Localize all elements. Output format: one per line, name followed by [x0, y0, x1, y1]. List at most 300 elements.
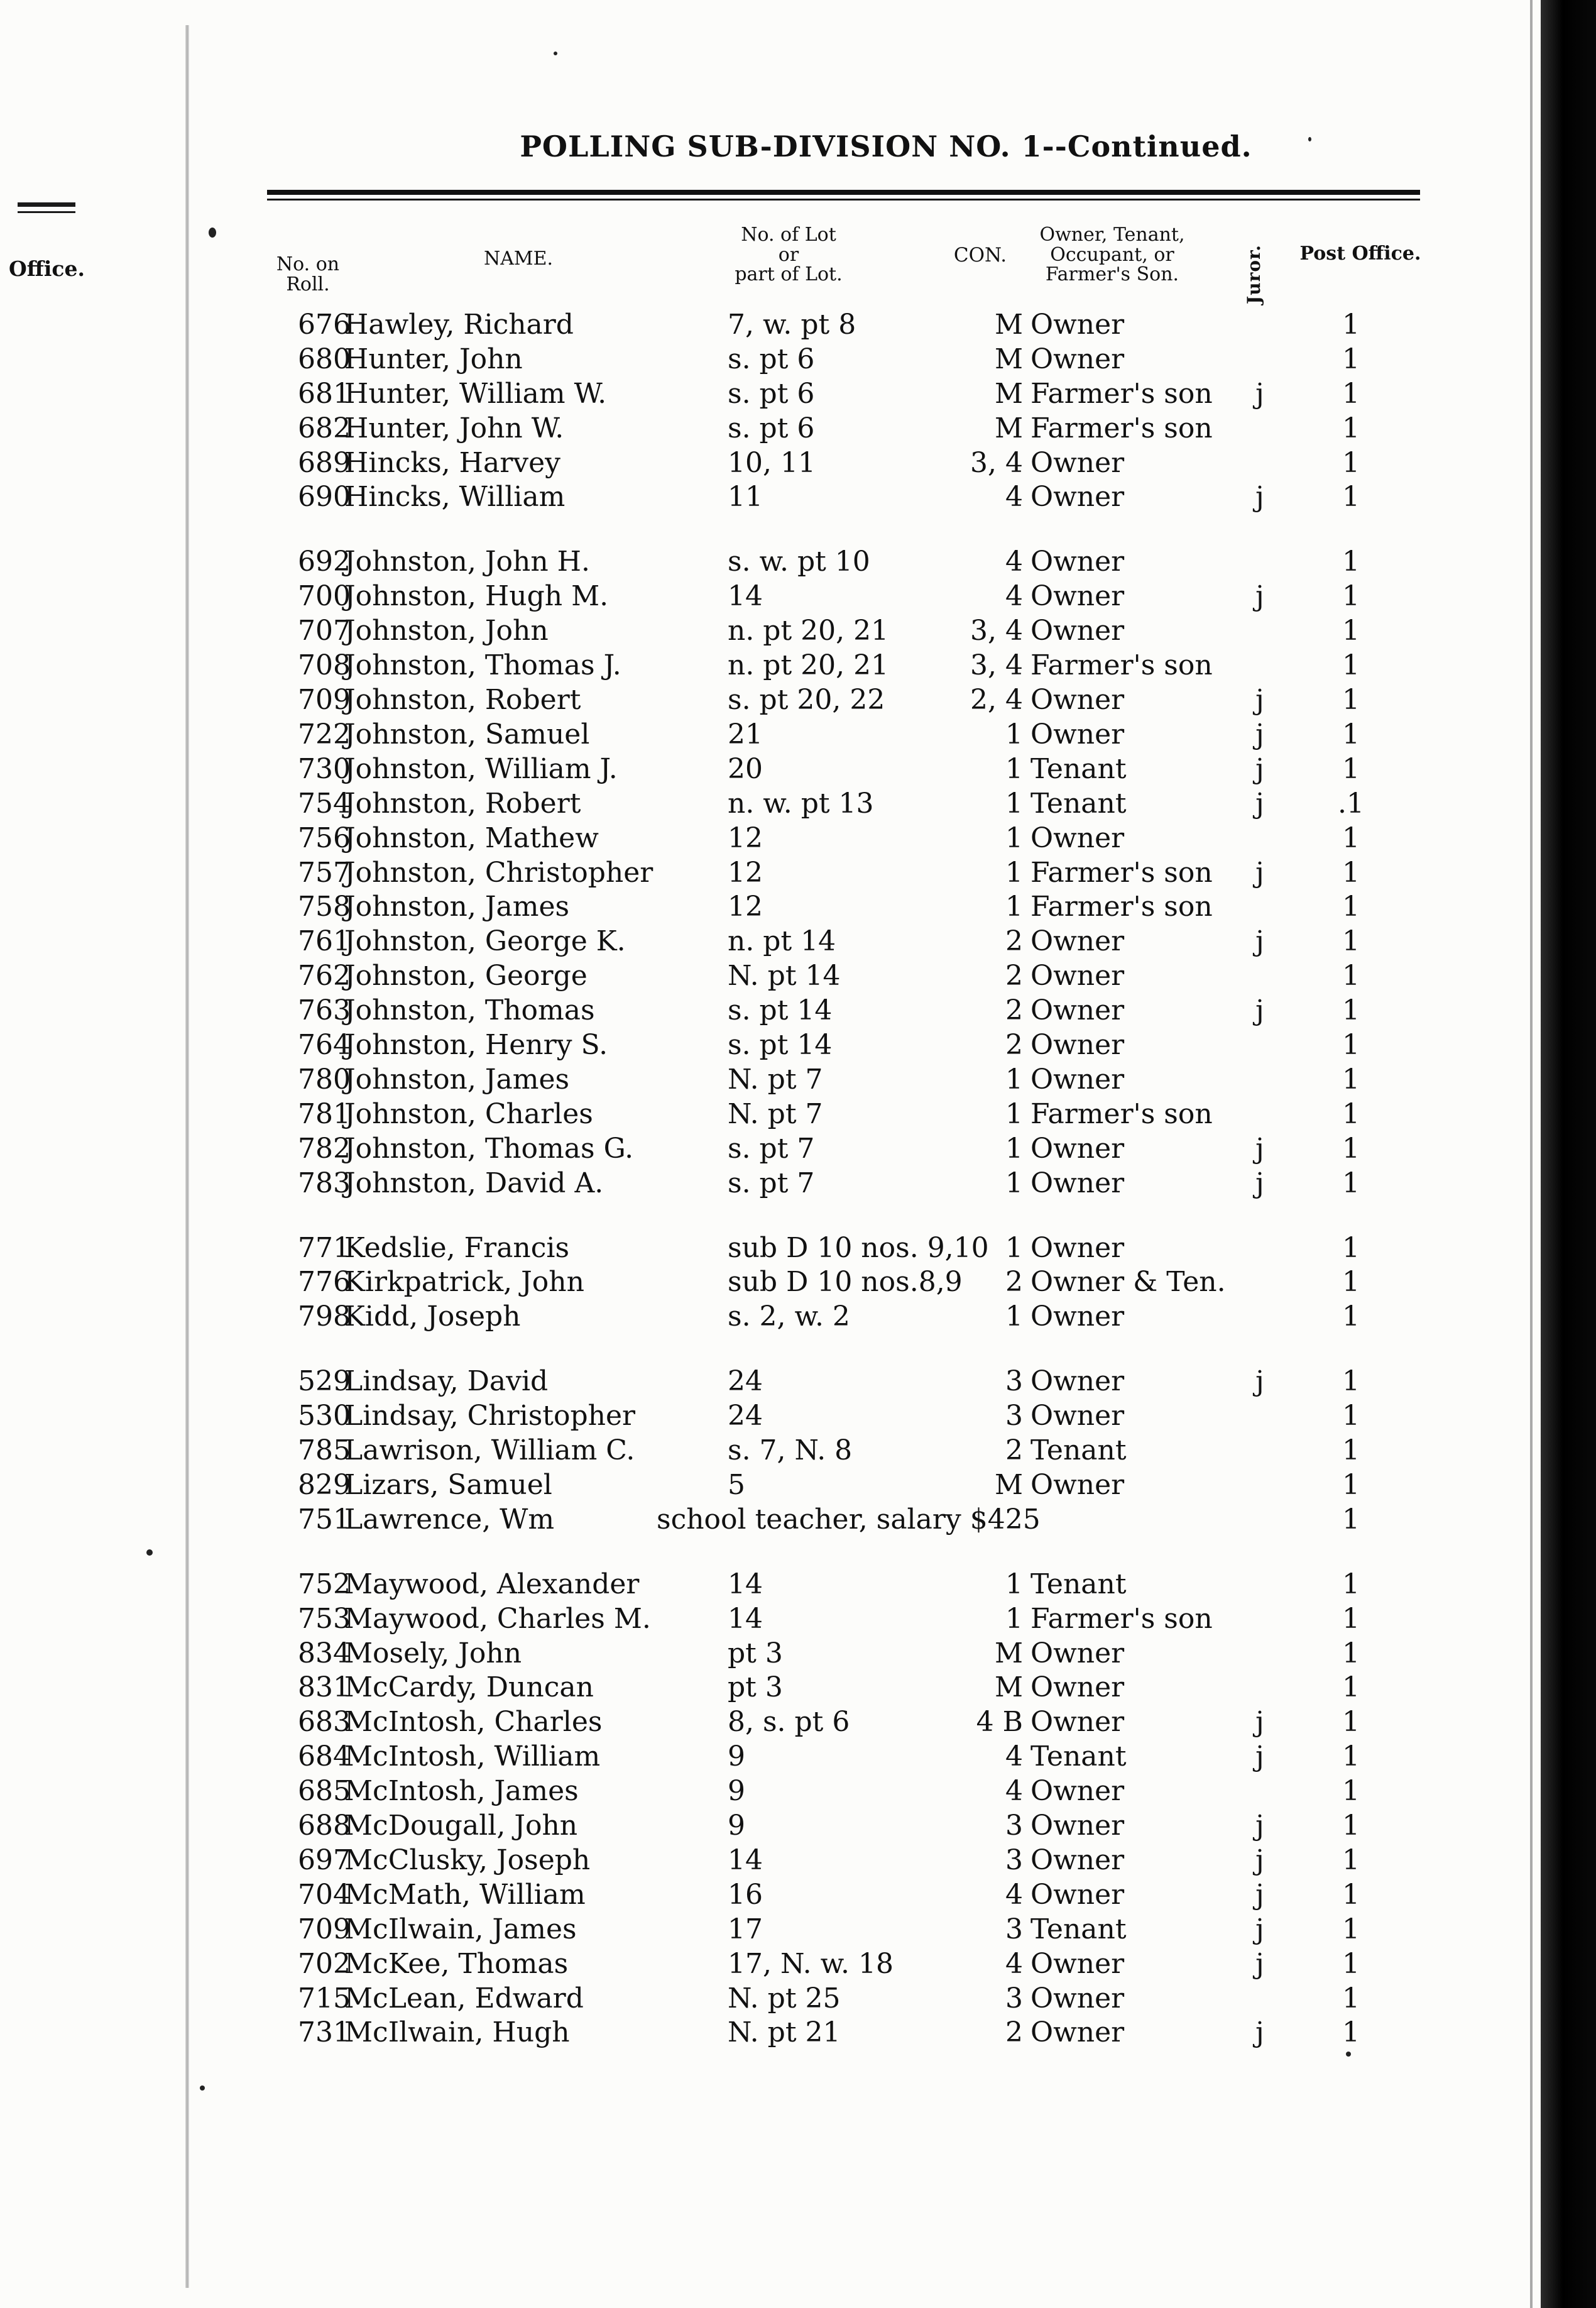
- juror-mark: j: [1255, 788, 1264, 820]
- concession: 2: [1005, 1434, 1023, 1466]
- roll-number: 781: [298, 1098, 351, 1130]
- column-header-name: NAME.: [483, 248, 554, 270]
- table-row: [0, 1503, 1533, 1537]
- table-row: [0, 1913, 1533, 1947]
- roll-number: 762: [298, 960, 351, 992]
- lot-number: N. pt 14: [728, 960, 841, 992]
- roll-number: 676: [298, 309, 351, 341]
- lot-number: s. pt 20, 22: [728, 684, 885, 716]
- concession: 1: [1005, 1300, 1023, 1333]
- roll-number: 829: [298, 1469, 351, 1501]
- roll-number: 683: [298, 1706, 351, 1738]
- voter-name: Johnston, Henry S.: [344, 1029, 608, 1061]
- lot-number: s. 2, w. 2: [728, 1300, 850, 1333]
- voter-name: Johnston, Robert: [344, 788, 581, 820]
- juror-mark: j: [1255, 1167, 1264, 1199]
- tenure-status: Owner: [1030, 994, 1125, 1026]
- concession: 1: [1005, 718, 1023, 750]
- column-header-no-on-roll: No. on Roll.: [276, 253, 340, 295]
- post-office: 1: [1342, 822, 1360, 854]
- voter-name: Lawrison, William C.: [344, 1434, 635, 1466]
- tenure-status: Owner: [1030, 925, 1125, 957]
- tenure-status: Tenant: [1030, 753, 1127, 785]
- roll-number: 730: [298, 753, 351, 785]
- lot-number: sub D 10 nos.8,9: [728, 1266, 963, 1298]
- post-office: 1: [1342, 580, 1360, 612]
- table-row: [0, 1844, 1533, 1877]
- concession: 1: [1005, 788, 1023, 820]
- concession: 3: [1005, 1810, 1023, 1842]
- post-office: 1: [1342, 1671, 1360, 1703]
- post-office: 1: [1342, 960, 1360, 992]
- post-office: 1: [1342, 891, 1360, 923]
- concession: 3: [1005, 1982, 1023, 2014]
- roll-number: 682: [298, 412, 351, 444]
- roll-number: 785: [298, 1434, 351, 1466]
- concession: 3, 4: [970, 649, 1023, 681]
- table-row: [0, 1063, 1533, 1097]
- tenure-status: Owner: [1030, 960, 1125, 992]
- table-row: [0, 1947, 1533, 1981]
- voter-name: McIntosh, William: [344, 1740, 601, 1772]
- concession: 1: [1005, 1568, 1023, 1600]
- tenure-status: Owner: [1030, 1810, 1125, 1842]
- voter-name: Johnston, James: [344, 1063, 570, 1096]
- post-office: 1: [1342, 1503, 1360, 1536]
- concession: 1: [1005, 822, 1023, 854]
- table-row: [0, 308, 1533, 342]
- post-office: 1: [1342, 925, 1360, 957]
- lot-number: 12: [728, 822, 763, 854]
- tenure-status: Owner: [1030, 1637, 1125, 1669]
- table-row: [0, 1774, 1533, 1808]
- post-office: 1: [1342, 1568, 1360, 1600]
- voter-name: Kidd, Joseph: [344, 1300, 521, 1333]
- roll-number: 702: [298, 1948, 351, 1980]
- roll-number: 704: [298, 1879, 351, 1911]
- tenure-status: Owner: [1030, 1982, 1125, 2014]
- concession: 2: [1005, 994, 1023, 1026]
- tenure-status: Owner: [1030, 822, 1125, 854]
- lot-number: 8, s. pt 6: [728, 1706, 850, 1738]
- juror-mark: j: [1255, 2016, 1264, 2048]
- concession: 4: [1005, 546, 1023, 578]
- tenure-status: Owner: [1030, 1167, 1125, 1199]
- lot-number: n. pt 14: [728, 925, 836, 957]
- tenure-status: Owner: [1030, 1775, 1125, 1807]
- tenure-status: Owner: [1030, 1671, 1125, 1703]
- post-office: 1: [1342, 1775, 1360, 1807]
- tenure-status: Owner: [1030, 1948, 1125, 1980]
- roll-number: 764: [298, 1029, 351, 1061]
- voter-name: Johnston, George K.: [344, 925, 626, 957]
- table-row: [0, 1878, 1533, 1912]
- lot-number: 9: [728, 1740, 745, 1772]
- concession: 1: [1005, 857, 1023, 889]
- roll-number: 688: [298, 1810, 351, 1842]
- column-header-status: Owner, Tenant, Occupant, or Farmer's Son.: [1039, 224, 1185, 285]
- post-office: 1: [1342, 718, 1360, 750]
- post-office: 1: [1342, 1133, 1360, 1165]
- left-thin-rule: [18, 211, 75, 213]
- tenure-status: Farmer's son: [1030, 1603, 1213, 1635]
- roll-number: 530: [298, 1400, 351, 1432]
- tenure-status: Owner: [1030, 1232, 1125, 1264]
- table-row: [0, 752, 1533, 786]
- lot-number: 9: [728, 1775, 745, 1807]
- post-office: 1: [1342, 1982, 1360, 2014]
- table-row: [0, 1740, 1533, 1774]
- voter-name: Johnston, Charles: [344, 1098, 593, 1130]
- tenure-status: Owner: [1030, 481, 1125, 513]
- concession: 4: [1005, 1948, 1023, 1980]
- voter-name: Kedslie, Francis: [344, 1232, 570, 1264]
- lot-number: s. pt 14: [728, 1029, 833, 1061]
- roll-number: 681: [298, 378, 351, 410]
- juror-mark: j: [1255, 1913, 1264, 1945]
- lot-number: pt 3: [728, 1671, 783, 1703]
- tenure-status: Tenant: [1030, 788, 1127, 820]
- table-row: [0, 683, 1533, 717]
- post-office: 1: [1342, 684, 1360, 716]
- post-office: 1: [1342, 753, 1360, 785]
- roll-number: 834: [298, 1637, 351, 1669]
- juror-mark: j: [1255, 1879, 1264, 1911]
- table-row: [0, 1637, 1533, 1671]
- juror-mark: j: [1255, 1133, 1264, 1165]
- roll-number: 709: [298, 684, 351, 716]
- lot-number: N. pt 21: [728, 2016, 841, 2048]
- juror-mark: j: [1255, 1740, 1264, 1772]
- juror-mark: j: [1255, 1706, 1264, 1738]
- ink-mark: [1346, 2052, 1351, 2057]
- tenure-status: Farmer's son: [1030, 378, 1213, 410]
- lot-number: s. pt 6: [728, 343, 815, 375]
- ink-mark: [209, 228, 216, 238]
- lot-number: n. w. pt 13: [728, 788, 874, 820]
- post-office: 1: [1342, 857, 1360, 889]
- concession: M: [994, 412, 1023, 444]
- roll-number: 771: [298, 1232, 351, 1264]
- post-office: 1: [1342, 1266, 1360, 1298]
- concession: 2: [1005, 925, 1023, 957]
- post-office: 1: [1342, 1098, 1360, 1130]
- tenure-status: Tenant: [1030, 1740, 1127, 1772]
- roll-number: 831: [298, 1671, 351, 1703]
- juror-mark: j: [1255, 1948, 1264, 1980]
- lot-number: 12: [728, 857, 763, 889]
- table-row: [0, 377, 1533, 411]
- table-row: [0, 1671, 1533, 1705]
- table-row: [0, 1602, 1533, 1636]
- lot-number: N. pt 7: [728, 1098, 823, 1130]
- voter-name: Johnston, Thomas: [344, 994, 595, 1026]
- concession: M: [994, 343, 1023, 375]
- tenure-status: Owner: [1030, 1133, 1125, 1165]
- table-row: [0, 1167, 1533, 1201]
- lot-number: 14: [728, 580, 763, 612]
- voter-name: Johnston, Thomas J.: [344, 649, 621, 681]
- voter-name: Johnston, Robert: [344, 684, 581, 716]
- concession: M: [994, 309, 1023, 341]
- voter-name: McIntosh, Charles: [344, 1706, 603, 1738]
- lot-number: s. pt 6: [728, 412, 815, 444]
- lot-number: 17, N. w. 18: [728, 1948, 894, 1980]
- lot-number: 24: [728, 1365, 763, 1397]
- voter-name: McIlwain, James: [344, 1913, 577, 1945]
- table-row: [0, 925, 1533, 959]
- table-row: [0, 614, 1533, 648]
- tenure-status: Owner: [1030, 580, 1125, 612]
- column-header-lot: No. of Lot or part of Lot.: [735, 224, 843, 285]
- juror-mark: j: [1255, 925, 1264, 957]
- concession: 3, 4: [970, 447, 1023, 479]
- occupation-note: school teacher, salary $425: [657, 1503, 1041, 1536]
- voter-name: Kirkpatrick, John: [344, 1266, 584, 1298]
- column-header-juror: Juror.: [1243, 245, 1264, 304]
- table-row: [0, 412, 1533, 446]
- voter-name: Lindsay, Christopher: [344, 1400, 636, 1432]
- post-office: 1: [1342, 447, 1360, 479]
- roll-number: 782: [298, 1133, 351, 1165]
- table-row: [0, 1097, 1533, 1131]
- post-office: 1: [1342, 1948, 1360, 1980]
- tenure-status: Owner: [1030, 1706, 1125, 1738]
- voter-name: McCardy, Duncan: [344, 1671, 594, 1703]
- column-header-con: CON.: [953, 244, 1007, 267]
- voter-name: Johnston, Christopher: [344, 857, 653, 889]
- table-row: [0, 2016, 1533, 2050]
- concession: 1: [1005, 1232, 1023, 1264]
- voter-name: Johnston, Samuel: [344, 718, 590, 750]
- post-office: .1: [1338, 788, 1364, 820]
- voter-name: McKee, Thomas: [344, 1948, 569, 1980]
- roll-number: 680: [298, 343, 351, 375]
- tenure-status: Tenant: [1030, 1913, 1127, 1945]
- tenure-status: Farmer's son: [1030, 857, 1213, 889]
- voter-name: Lawrence, Wm: [344, 1503, 555, 1536]
- tenure-status: Owner: [1030, 1400, 1125, 1432]
- post-office: 1: [1342, 1400, 1360, 1432]
- voter-name: Maywood, Charles M.: [344, 1603, 651, 1635]
- post-office: 1: [1342, 1232, 1360, 1264]
- lot-number: s. 7, N. 8: [728, 1434, 853, 1466]
- roll-number: 776: [298, 1266, 351, 1298]
- post-office: 1: [1342, 1434, 1360, 1466]
- concession: 1: [1005, 1063, 1023, 1096]
- table-row: [0, 1809, 1533, 1843]
- voter-name: Hawley, Richard: [344, 309, 574, 341]
- lot-number: 20: [728, 753, 763, 785]
- table-row: [0, 1231, 1533, 1265]
- lot-number: s. pt 6: [728, 378, 815, 410]
- table-row: [0, 1568, 1533, 1602]
- tenure-status: Owner: [1030, 1844, 1125, 1876]
- lot-number: 9: [728, 1810, 745, 1842]
- concession: 1: [1005, 891, 1023, 923]
- concession: 2: [1005, 2016, 1023, 2048]
- table-row: [0, 1434, 1533, 1468]
- concession: 2: [1005, 960, 1023, 992]
- voter-name: McLean, Edward: [344, 1982, 584, 2014]
- concession: 3: [1005, 1400, 1023, 1432]
- table-row: [0, 1982, 1533, 2016]
- table-row: [0, 1705, 1533, 1739]
- post-office: 1: [1342, 2016, 1360, 2048]
- tenure-status: Owner: [1030, 447, 1125, 479]
- table-row: [0, 480, 1533, 514]
- lot-number: N. pt 25: [728, 1982, 841, 2014]
- table-row: [0, 856, 1533, 890]
- concession: 4: [1005, 580, 1023, 612]
- juror-mark: j: [1255, 481, 1264, 513]
- roll-number: 754: [298, 788, 351, 820]
- concession: 1: [1005, 1098, 1023, 1130]
- concession: M: [994, 378, 1023, 410]
- voter-name: Johnston, John: [344, 615, 549, 647]
- juror-mark: j: [1255, 857, 1264, 889]
- roll-number: 763: [298, 994, 351, 1026]
- table-row: [0, 446, 1533, 480]
- voter-name: Hunter, William W.: [344, 378, 607, 410]
- concession: 3: [1005, 1844, 1023, 1876]
- juror-mark: j: [1255, 378, 1264, 410]
- voter-name: Johnston, James: [344, 891, 570, 923]
- voter-name: Johnston, John H.: [344, 546, 591, 578]
- voter-name: Hunter, John W.: [344, 412, 564, 444]
- tenure-status: Owner: [1030, 1029, 1125, 1061]
- tenure-status: Owner: [1030, 309, 1125, 341]
- left-office-label: Office.: [9, 256, 85, 281]
- tenure-status: Farmer's son: [1030, 412, 1213, 444]
- table-row: [0, 994, 1533, 1028]
- roll-number: 697: [298, 1844, 351, 1876]
- dark-border: [1541, 0, 1596, 2308]
- voter-name: Mosely, John: [344, 1637, 522, 1669]
- post-office: 1: [1342, 1637, 1360, 1669]
- concession: M: [994, 1469, 1023, 1501]
- roll-number: 692: [298, 546, 351, 578]
- tenure-status: Farmer's son: [1030, 1098, 1213, 1130]
- header-rule-thin: [267, 199, 1420, 201]
- table-row: [0, 1399, 1533, 1433]
- lot-number: sub D 10 nos. 9,10: [728, 1232, 989, 1264]
- lot-number: 10, 11: [728, 447, 816, 479]
- roll-number: 757: [298, 857, 351, 889]
- post-office: 1: [1342, 1706, 1360, 1738]
- voter-name: Hincks, Harvey: [344, 447, 561, 479]
- voter-name: McClusky, Joseph: [344, 1844, 591, 1876]
- post-office: 1: [1342, 1469, 1360, 1501]
- tenure-status: Owner: [1030, 1365, 1125, 1397]
- voter-name: McDougall, John: [344, 1810, 578, 1842]
- voter-name: Maywood, Alexander: [344, 1568, 640, 1600]
- voter-name: McIlwain, Hugh: [344, 2016, 570, 2048]
- table-row: [0, 343, 1533, 376]
- juror-mark: j: [1255, 580, 1264, 612]
- lot-number: 24: [728, 1400, 763, 1432]
- roll-number: 707: [298, 615, 351, 647]
- table-row: [0, 580, 1533, 613]
- roll-number: 709: [298, 1913, 351, 1945]
- table-row: [0, 1028, 1533, 1062]
- roll-number: 758: [298, 891, 351, 923]
- concession: 2: [1005, 1029, 1023, 1061]
- concession: 4: [1005, 481, 1023, 513]
- post-office: 1: [1342, 649, 1360, 681]
- left-double-rule: [18, 202, 75, 207]
- tenure-status: Owner: [1030, 1469, 1125, 1501]
- header-rule-thick: [267, 190, 1420, 195]
- voter-name: Johnston, George: [344, 960, 588, 992]
- table-row: [0, 718, 1533, 752]
- voter-name: Johnston, William J.: [344, 753, 618, 785]
- tenure-status: Owner: [1030, 615, 1125, 647]
- concession: 3: [1005, 1365, 1023, 1397]
- tenure-status: Tenant: [1030, 1434, 1127, 1466]
- lot-number: s. pt 7: [728, 1133, 815, 1165]
- table-row: [0, 1365, 1533, 1399]
- lot-number: 14: [728, 1603, 763, 1635]
- roll-number: 753: [298, 1603, 351, 1635]
- lot-number: s. w. pt 10: [728, 546, 870, 578]
- concession: M: [994, 1671, 1023, 1703]
- post-office: 1: [1342, 1879, 1360, 1911]
- voter-name: Johnston, Mathew: [344, 822, 599, 854]
- roll-number: 783: [298, 1167, 351, 1199]
- lot-number: 7, w. pt 8: [728, 309, 856, 341]
- roll-number: 715: [298, 1982, 351, 2014]
- lot-number: 14: [728, 1568, 763, 1600]
- voter-name: Lindsay, David: [344, 1365, 549, 1397]
- roll-number: 685: [298, 1775, 351, 1807]
- lot-number: 16: [728, 1879, 763, 1911]
- ink-mark: [554, 52, 557, 55]
- lot-number: 12: [728, 891, 763, 923]
- roll-number: 751: [298, 1503, 351, 1536]
- lot-number: s. pt 7: [728, 1167, 815, 1199]
- voter-name: Johnston, Hugh M.: [344, 580, 609, 612]
- tenure-status: Owner: [1030, 2016, 1125, 2048]
- tenure-status: Owner: [1030, 1300, 1125, 1333]
- lot-number: n. pt 20, 21: [728, 615, 889, 647]
- concession: 4: [1005, 1740, 1023, 1772]
- lot-number: n. pt 20, 21: [728, 649, 889, 681]
- table-row: [0, 649, 1533, 683]
- post-office: 1: [1342, 1810, 1360, 1842]
- juror-mark: j: [1255, 684, 1264, 716]
- table-row: [0, 1132, 1533, 1166]
- post-office: 1: [1342, 1740, 1360, 1772]
- ink-mark: [146, 1549, 153, 1556]
- lot-number: N. pt 7: [728, 1063, 823, 1096]
- juror-mark: j: [1255, 994, 1264, 1026]
- ink-mark: [200, 2085, 205, 2091]
- concession: M: [994, 1637, 1023, 1669]
- concession: 1: [1005, 1603, 1023, 1635]
- concession: 1: [1005, 753, 1023, 785]
- roll-number: 752: [298, 1568, 351, 1600]
- post-office: 1: [1342, 1300, 1360, 1333]
- concession: 2, 4: [970, 684, 1023, 716]
- concession: 2: [1005, 1266, 1023, 1298]
- concession: 3, 4: [970, 615, 1023, 647]
- voter-name: Hunter, John: [344, 343, 523, 375]
- tenure-status: Owner: [1030, 546, 1125, 578]
- table-row: [0, 1300, 1533, 1334]
- table-row: [0, 545, 1533, 579]
- tenure-status: Owner: [1030, 1879, 1125, 1911]
